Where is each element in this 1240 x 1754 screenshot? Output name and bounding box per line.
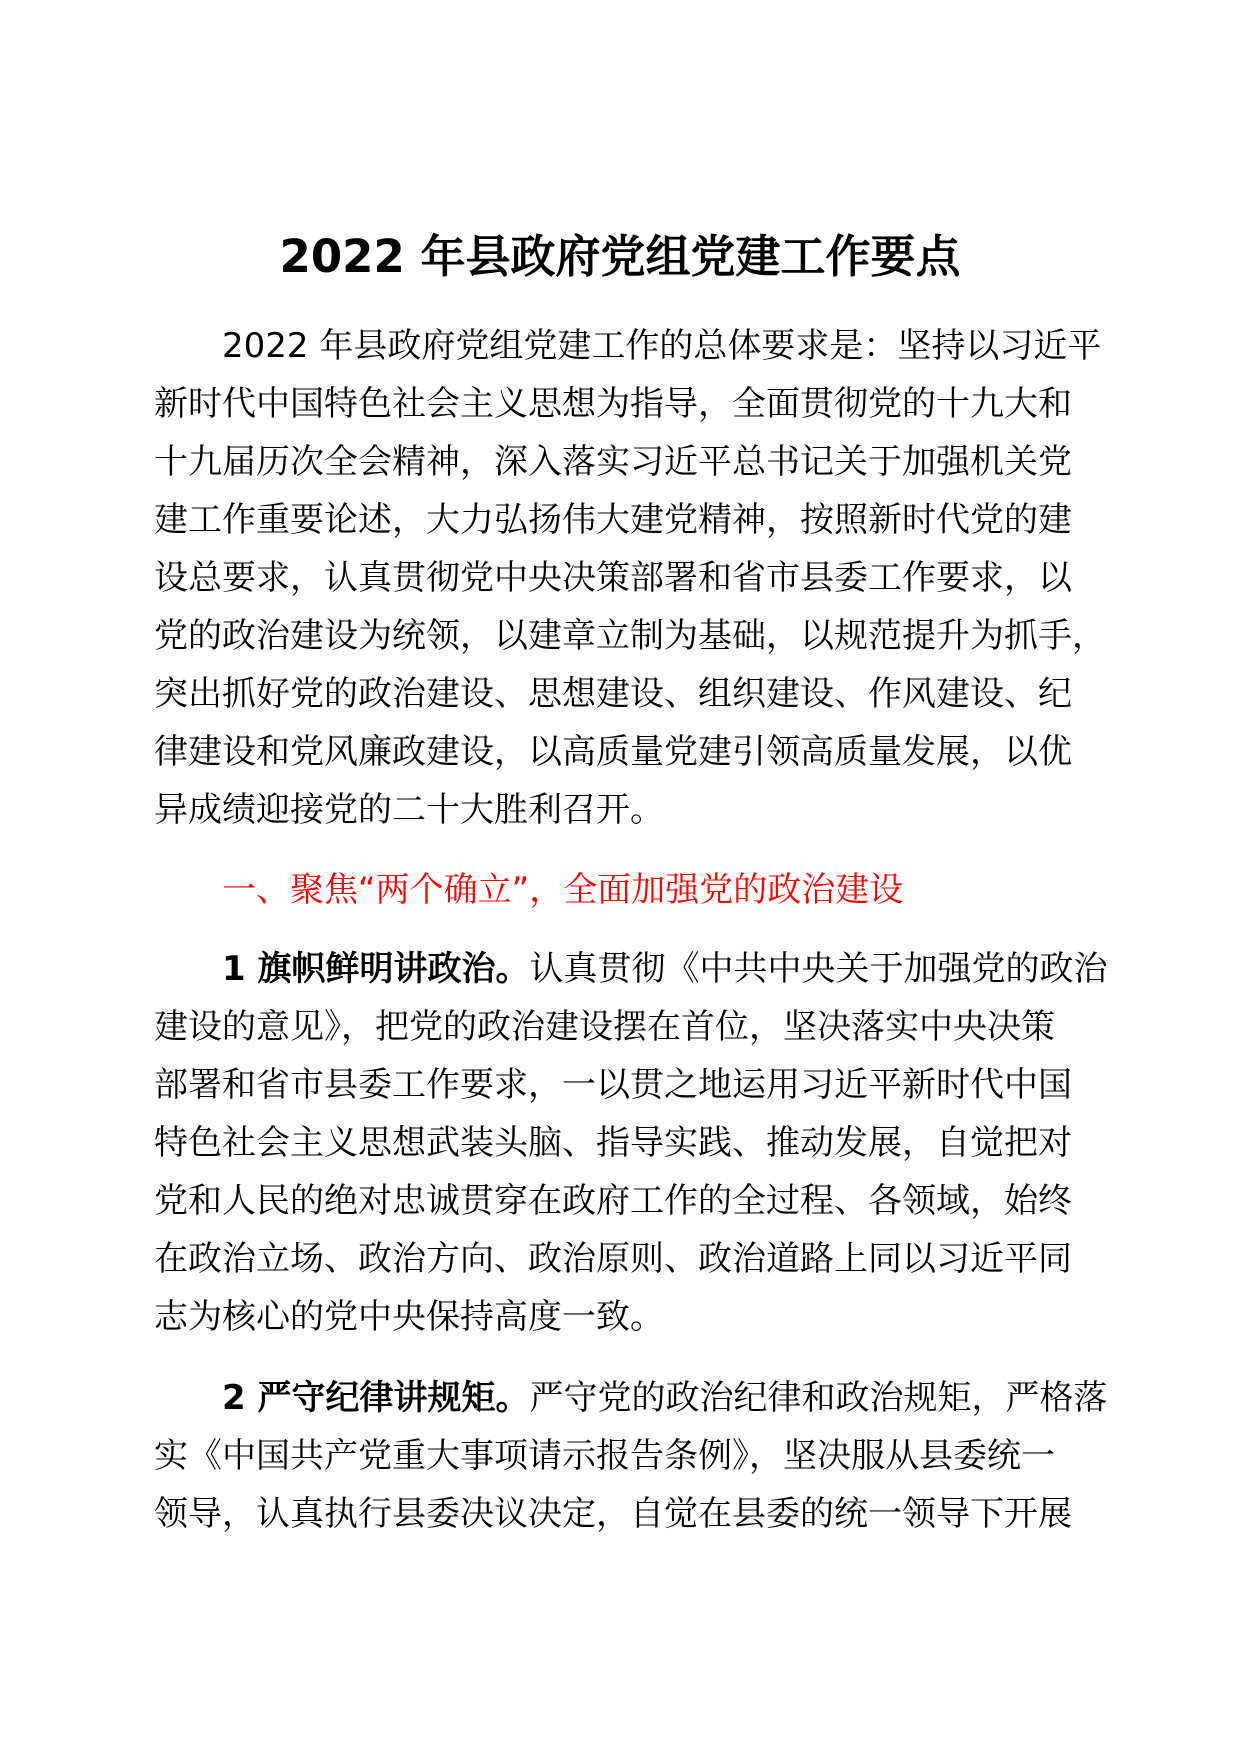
item1-text: 认真贯彻《中共中央关于加强党的政治 — [529, 949, 1108, 989]
intro-line: 设总要求，认真贯彻党中央决策部署和省市县委工作要求，以 — [154, 558, 1072, 598]
intro-line: 新时代中国特色社会主义思想为指导，全面贯彻党的十九大和 — [154, 384, 1072, 424]
intro-line: 党的政治建设为统领，以建章立制为基础，以规范提升为抓手， — [154, 616, 1106, 656]
item1-line: 建设的意见》，把党的政治建设摆在首位，坚决落实中央决策 — [154, 1007, 1055, 1047]
item1-line: 特色社会主义思想武装头脑、指导实践、推动发展，自觉把对 — [154, 1123, 1072, 1163]
section-heading: 一、聚焦“两个确立”，全面加强党的政治建设 — [222, 870, 904, 910]
item1-line: 志为核心的党中央保持高度一致。 — [154, 1297, 664, 1337]
intro-line: 突出抓好党的政治建设、思想建设、组织建设、作风建设、纪 — [154, 674, 1072, 714]
item2-text: 严守党的政治纪律和政治规矩，严格落 — [529, 1378, 1108, 1418]
item2-heading: 2 严守纪律讲规矩。 — [222, 1378, 530, 1418]
intro-line: 异成绩迎接党的二十大胜利召开。 — [154, 790, 664, 830]
item1-line: 在政治立场、政治方向、政治原则、政治道路上同以习近平同 — [154, 1239, 1072, 1279]
intro-line: 建工作重要论述，大力弘扬伟大建党精神，按照新时代党的建 — [154, 500, 1072, 540]
item1-line: 部署和省市县委工作要求，一以贯之地运用习近平新时代中国 — [154, 1065, 1072, 1105]
item2-first-line — [222, 1369, 1162, 1427]
item2-line: 实《中国共产党重大事项请示报告条例》，坚决服从县委统一 — [154, 1436, 1055, 1476]
intro-line: 2022 年县政府党组党建工作的总体要求是：坚持以习近平 — [222, 326, 1102, 366]
item1-heading: 1 旗帜鲜明讲政治。 — [222, 949, 530, 989]
intro-line: 十九届历次全会精神，深入落实习近平总书记关于加强机关党 — [154, 442, 1072, 482]
document-title: 2022 年县政府党组党建工作要点 — [279, 230, 961, 283]
item1-first-line — [222, 940, 1162, 998]
item2-line: 领导，认真执行县委决议决定，自觉在县委的统一领导下开展 — [154, 1494, 1072, 1534]
intro-line: 律建设和党风廉政建设，以高质量党建引领高质量发展，以优 — [154, 732, 1072, 772]
item1-line: 党和人民的绝对忠诚贯穿在政府工作的全过程、各领域，始终 — [154, 1181, 1072, 1221]
